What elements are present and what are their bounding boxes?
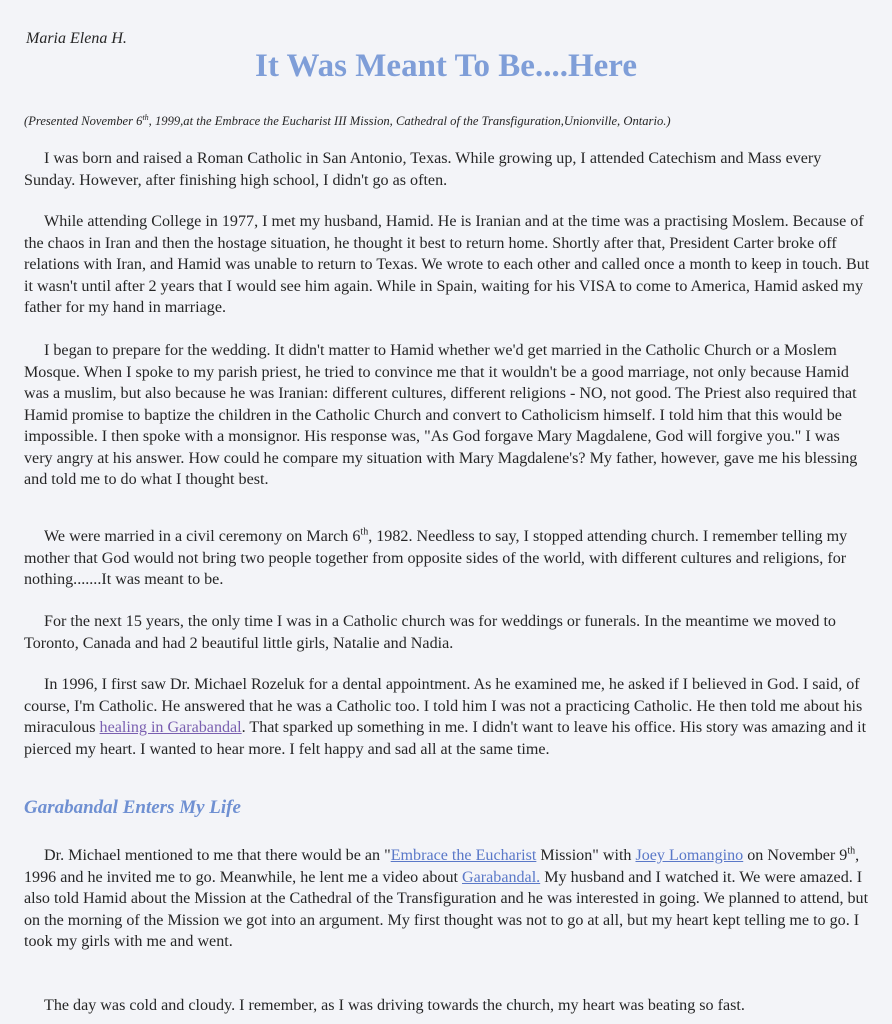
paragraph-5: For the next 15 years, the only time I was in a Catholic church was for weddings or funerals. In the meantime we moved to Toronto, Canada and had 2 beautiful little girls, Natalie and Nadia. <box>24 613 836 652</box>
joey-lomangino-link[interactable]: Joey Lomangino <box>635 847 744 864</box>
paragraph-8: The day was cold and cloudy. I remember, as I was driving towards the church, my heart was beating so fast. <box>44 997 745 1014</box>
paragraph-4 <box>24 526 870 591</box>
p7-text-b: Mission" with <box>536 847 636 864</box>
p7-text-c: on November 9 <box>743 847 848 864</box>
paragraph-7 <box>24 845 870 953</box>
presented-sup: th <box>142 113 149 122</box>
embrace-the-eucharist-link[interactable]: Embrace the Eucharist <box>390 847 537 864</box>
paragraph-2: While attending College in 1977, I met my husband, Hamid. He is Iranian and at the time was a practising Moslem. Because of the chaos in Iran and then the hostage situation, he thought it best to return home. Shortly after that, President Carter broke off relations with Iran, and Hamid was unable to return to Texas. We wrote to each other and called once a month to keep in touch. But it wasn't until after 2 years that I would see him again. While in Spain, waiting for his VISA to come to America, Hamid asked my father for my hand in marriage. <box>24 213 870 316</box>
presented-prefix: (Presented November 6 <box>24 114 143 129</box>
presented-suffix: , 1999,at the Embrace the Eucharist III Mission, Cathedral of the Transfiguration,Unionville, Ontario.) <box>148 114 671 129</box>
p7-text-e: My husband and I watched it. We were amazed. I also told Hamid about the Mission at the Cathedral of the Transfiguration and he was interested in going. We planned to attend, but on the morning of the Mission we got into an argument. My first thought was not to go at all, but my heart kept telling me to go. I took my girls with me and went. <box>24 868 869 950</box>
p7-text-a: Dr. Michael mentioned to me that there would be an " <box>44 847 391 864</box>
author-name: Maria Elena H. <box>26 30 127 47</box>
p7-sup: th <box>847 845 856 857</box>
p4-sup: th <box>360 526 369 538</box>
p4-text-a: We were married in a civil ceremony on March 6 <box>44 528 361 545</box>
p6-text-b: . That sparked up something in me. I didn't want to leave his office. His story was amazing and it pierced my heart. I wanted to hear more. I felt happy and sad all at the same time. <box>24 719 867 758</box>
section-heading: Garabandal Enters My Life <box>24 797 241 818</box>
garabandal-link[interactable]: Garabandal. <box>462 868 541 886</box>
p6-text-a: In 1996, I first saw Dr. Michael Rozeluk for a dental appointment. As he examined me, he asked if I believed in God. I said, of course, I'm Catholic. He answered that he was a Catholic too. I told him I was not a practicing Catholic. He then told me about his miraculous <box>24 676 863 736</box>
paragraph-1: I was born and raised a Roman Catholic in San Antonio, Texas. While growing up, I attended Catechism and Mass every Sunday. However, after finishing high school, I didn't go as often. <box>24 150 822 189</box>
presented-note <box>24 113 671 129</box>
p4-text-b: , 1982. Needless to say, I stopped attending church. I remember telling my mother that God would not bring two people together from opposite sides of the world, with different cultures and religions, for nothing.......It was meant to be. <box>24 528 848 588</box>
paragraph-6 <box>24 674 870 760</box>
p7-text-d: , 1996 and he invited me to go. Meanwhile, he lent me a video about <box>24 847 860 886</box>
paragraph-3: I began to prepare for the wedding. It didn't matter to Hamid whether we'd get married in the Catholic Church or a Moslem Mosque. When I spoke to my parish priest, he tried to convince me that it wouldn't be a good marriage, not only because Hamid was a muslim, but also because he was Iranian: different cultures, different religions - NO, not good. The Priest also required that Hamid promise to baptize the children in the Catholic Church and convert to Catholicism himself. I told him that this would be impossible. I then spoke with a monsignor. His response was, "As God forgave Mary Magdalene, God will forgive you." I was very angry at his answer. How could he compare my situation with Mary Magdalene's? My father, however, gave me his blessing and told me to do what I thought best. <box>24 342 858 488</box>
page-title: It Was Meant To Be....Here <box>255 48 637 84</box>
healing-in-garabandal-link[interactable]: healing in Garabandal <box>99 719 242 736</box>
